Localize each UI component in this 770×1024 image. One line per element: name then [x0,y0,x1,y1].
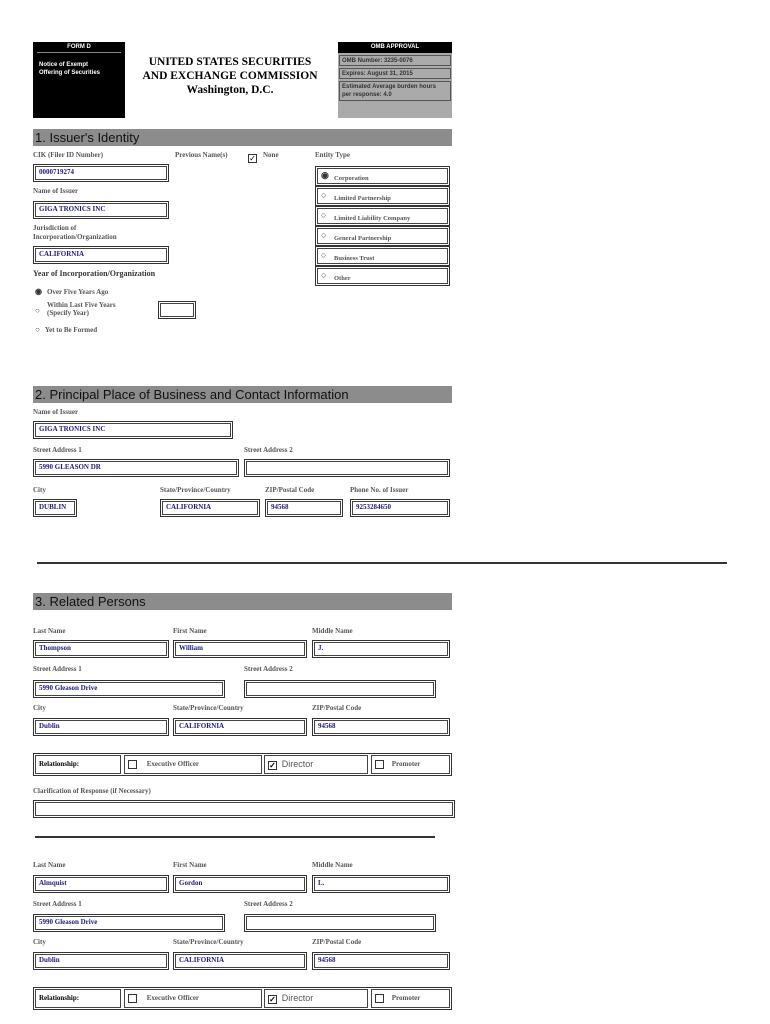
p2-first-field[interactable] [173,875,307,893]
p1-middle-label: Middle Name [312,627,353,635]
p1-middle-field[interactable] [312,640,450,658]
s2-phone-label: Phone No. of Issuer [350,486,409,494]
form-id-box [33,42,125,118]
p2-zip-value: 94568 [314,954,448,968]
p1-street1-label: Street Address 1 [33,665,82,673]
entity-type-label-5: Other [334,275,351,282]
s2-zip-label: ZIP/Postal Code [265,486,315,494]
issuer-name-value: GIGA TRONICS INC [35,203,167,217]
entity-corporation[interactable] [315,166,450,186]
year-option-1-label: Over Five Years Ago [46,288,109,296]
p2-promoter-label: Promoter [391,994,421,1002]
p1-first-value: William [175,642,305,656]
s2-zip-field[interactable] [265,499,343,517]
p1-first-field[interactable] [173,640,307,658]
p1-relationship-label: Relationship: [35,755,121,774]
s2-phone-value: 9253284650 [352,501,448,515]
p2-middle-value: L. [314,877,448,891]
issuer-name-label: Name of Issuer [33,187,79,195]
section-2-header: 2. Principal Place of Business and Contact Information [33,386,452,403]
radio-selected-icon: ◉ [35,287,42,296]
p1-state-value: CALIFORNIA [175,720,305,734]
p2-promoter-option[interactable] [371,989,450,1008]
checkbox-empty-icon [375,760,384,769]
p2-first-label: First Name [173,861,207,869]
cik-field[interactable] [33,164,169,182]
radio-unselected-icon: ○ [321,190,327,200]
s2-phone-field[interactable] [350,499,450,517]
p2-last-field[interactable] [33,875,169,893]
entity-type-label-0: Corporation [334,175,369,182]
p2-street2-field[interactable] [244,914,436,932]
specify-year-field[interactable] [158,301,196,319]
p1-street2-label: Street Address 2 [244,665,293,673]
agency-line-3: Washington, D.C. [186,84,274,96]
form-subtitle-1: Notice of Exempt [39,62,89,68]
p2-state-field[interactable] [173,952,307,970]
p2-relationship-row [33,987,452,1010]
p1-last-field[interactable] [33,640,169,658]
p2-first-value: Gordon [175,877,305,891]
p1-first-label: First Name [173,627,207,635]
p1-exec-officer-option[interactable] [124,755,262,774]
p1-street1-value: 5990 Gleason Drive [35,682,223,696]
p1-zip-field[interactable] [312,718,450,736]
omb-burden-2: per response: 4.0 [342,92,392,98]
entity-type-label-1: Limited Partnership [334,195,391,202]
p2-city-field[interactable] [33,952,169,970]
year-option-3-label: Yet to Be Formed [44,326,98,334]
entity-other[interactable] [315,266,450,286]
s2-name-field[interactable] [33,421,233,439]
jurisdiction-field[interactable] [33,246,169,264]
divider [37,562,727,564]
s2-state-label: State/Province/Country [160,486,231,494]
omb-number: OMB Number: 3235-0076 [342,58,413,64]
entity-llc[interactable] [315,206,450,226]
p1-promoter-option[interactable] [371,755,450,774]
p2-state-value: CALIFORNIA [175,954,305,968]
checkbox-empty-icon [128,760,137,769]
p1-last-value: Thompson [35,642,167,656]
s2-state-value: CALIFORNIA [162,501,258,515]
p2-director-option[interactable] [264,989,368,1008]
jurisdiction-label-1: Jurisdiction of [33,224,77,232]
entity-type-label-3: General Partnership [334,235,392,242]
p1-street2-value [246,682,434,696]
radio-unselected-icon: ○ [321,210,327,220]
p2-director-label: Director [281,993,314,1003]
s2-street1-field[interactable] [33,459,239,477]
entity-general-partnership[interactable] [315,226,450,246]
section-1-header: 1. Issuer's Identity [33,129,452,146]
p2-last-value: Almquist [35,877,167,891]
p1-middle-value: J. [314,642,448,656]
checkmark-icon: ✓ [249,153,256,163]
year-option-2b-label: (Specify Year) [47,309,89,317]
p2-state-label: State/Province/Country [173,938,244,946]
p2-exec-officer-option[interactable] [124,989,262,1008]
radio-unselected-icon: ○ [35,306,40,315]
p1-state-label: State/Province/Country [173,704,244,712]
s2-street1-label: Street Address 1 [33,446,82,454]
p2-last-label: Last Name [33,861,66,869]
p2-street1-field[interactable] [33,914,225,932]
omb-title: OMB APPROVAL [338,42,452,53]
year-option-2a-label: Within Last Five Years [47,301,116,309]
p1-city-value: Dublin [35,720,167,734]
entity-type-label: Entity Type [315,151,350,159]
p2-zip-label: ZIP/Postal Code [312,938,362,946]
s2-zip-value: 94568 [267,501,341,515]
p1-director-option[interactable] [264,755,368,774]
p2-street2-label: Street Address 2 [244,900,293,908]
p1-clarification-label: Clarification of Response (if Necessary) [33,787,151,795]
p1-street1-field[interactable] [33,680,225,698]
jurisdiction-label-2: Incorporation/Organization [33,233,117,241]
agency-line-2: AND EXCHANGE COMMISSION [142,70,318,82]
none-label: None [263,151,279,159]
s2-city-field[interactable] [33,499,77,517]
p2-city-label: City [33,938,46,946]
entity-business-trust[interactable] [315,246,450,266]
s2-street2-value [246,461,448,475]
omb-expires: Expires: August 31, 2015 [342,71,413,77]
p2-city-value: Dublin [35,954,167,968]
p2-exec-label: Executive Officer [146,994,200,1002]
p1-relationship-row [33,753,452,776]
checkbox-empty-icon [128,994,137,1003]
form-subtitle-2: Offering of Securities [39,70,101,76]
agency-line-1: UNITED STATES SECURITIES [148,56,312,68]
p1-promoter-label: Promoter [391,760,421,768]
p2-street2-value [246,916,434,930]
previous-names-label: Previous Name(s) [175,151,228,159]
s2-street1-value: 5990 GLEASON DR [35,461,237,475]
p1-city-label: City [33,704,46,712]
checkmark-icon: ✓ [269,760,276,770]
radio-unselected-icon: ○ [321,230,327,240]
p1-zip-label: ZIP/Postal Code [312,704,362,712]
year-option-over-five[interactable] [35,287,108,296]
p2-relationship-label: Relationship: [35,989,121,1008]
s2-name-value: GIGA TRONICS INC [35,423,231,437]
jurisdiction-value: CALIFORNIA [35,248,167,262]
entity-type-label-2: Limited Liability Company [334,215,411,222]
p1-exec-label: Executive Officer [146,760,200,768]
p1-street2-field[interactable] [244,680,436,698]
issuer-name-field[interactable] [33,201,169,219]
year-option-within-five[interactable] [35,301,116,317]
p1-last-label: Last Name [33,627,66,635]
s2-name-label: Name of Issuer [33,408,79,416]
radio-selected-icon: ◉ [321,170,329,180]
p2-street1-label: Street Address 1 [33,900,82,908]
p1-clarification-field[interactable] [33,800,455,818]
omb-burden-1: Estimated Average burden hours [342,84,436,90]
p2-middle-field[interactable] [312,875,450,893]
cik-label: CIK (Filer ID Number) [33,151,104,159]
radio-unselected-icon: ○ [35,325,40,334]
none-checkbox[interactable] [248,149,257,167]
year-label: Year of Incorporation/Organization [33,269,156,278]
person-divider [35,836,435,838]
checkbox-empty-icon [375,994,384,1003]
p2-middle-label: Middle Name [312,861,353,869]
entity-limited-partnership[interactable] [315,186,450,206]
agency-title [130,55,330,97]
p2-zip-field[interactable] [312,952,450,970]
p1-zip-value: 94568 [314,720,448,734]
p1-director-label: Director [281,759,314,769]
p1-state-field[interactable] [173,718,307,736]
s2-city-value: DUBLIN [35,501,75,515]
p2-street1-value: 5990 Gleason Drive [35,916,223,930]
s2-state-field[interactable] [160,499,260,517]
section-3-header: 3. Related Persons [33,593,452,610]
s2-street2-field[interactable] [244,459,450,477]
omb-approval-box [338,42,452,118]
s2-street2-label: Street Address 2 [244,446,293,454]
checkmark-icon: ✓ [269,994,276,1004]
form-title: FORM D [67,44,91,50]
entity-type-label-4: Business Trust [334,255,375,262]
cik-value: 0000719274 [35,166,167,180]
radio-unselected-icon: ○ [321,250,327,260]
radio-unselected-icon: ○ [321,270,327,280]
year-option-yet-to-form[interactable] [35,325,97,334]
s2-city-label: City [33,486,46,494]
p1-city-field[interactable] [33,718,169,736]
